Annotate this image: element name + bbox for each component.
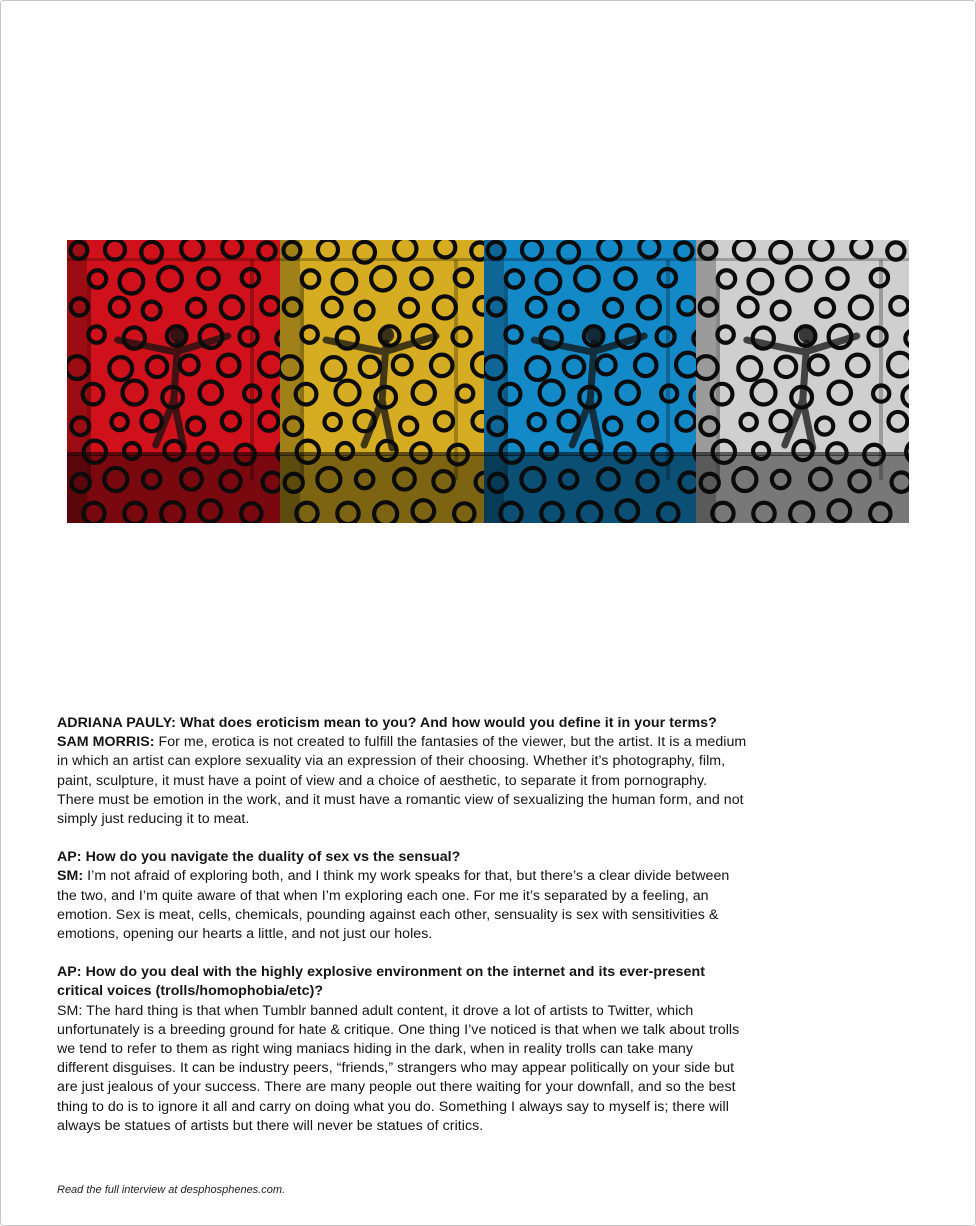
qa-block-2 [57, 848, 747, 944]
qa-block-1 [57, 714, 747, 829]
answer-speaker: SAM MORRIS: [57, 734, 155, 751]
photo-panel-grayscale [696, 240, 909, 523]
qa-block-3 [57, 963, 747, 1136]
question-speaker: ADRIANA PAULY: [57, 715, 176, 731]
question-text: What does eroticism mean to you? And how would you define it in your terms? [179, 715, 717, 731]
answer-text: I’m not afraid of exploring both, and I think my work speaks for that, but there’s a clear divide between the two, and I’m quite aware of that when I’m exploring each one. For me it’s separated by a feeling, an emotion. Sex is meat, cells, chemicals, pounding against each other, sensuality is sex with sensitivities & emotions, opening our hearts a little, and not just our holes. [57, 868, 730, 943]
interview-article [57, 714, 747, 1155]
photo-blue [484, 240, 696, 523]
photo-grayscale [696, 240, 909, 523]
answer-speaker: SM: [57, 868, 84, 885]
answer-text: For me, erotica is not created to fulfill the fantasies of the viewer, but the artist. It is a medium in which an artist can explore sexuality via an expression of their choosing. Whether it’s photography, film, paint, sculpture, it must have a point of view and a choice of aesthetic, to separate it from pornography. There must be emotion in the work, and it must have a romantic view of sexualizing the human form, and not simply just reducing it to meat. [57, 734, 747, 828]
photo-yellow [280, 240, 484, 523]
photo-strip [67, 240, 909, 523]
read-more-credit: Read the full interview at desphosphenes.com. [57, 1184, 286, 1196]
photo-panel-yellow [280, 240, 484, 523]
question-text: AP: How do you deal with the highly explosive environment on the internet and its ever-present critical voices (trolls/homophobia/etc)? [57, 964, 705, 1000]
photo-red [67, 240, 280, 523]
question-text: AP: How do you navigate the duality of sex vs the sensual? [57, 849, 461, 866]
answer-text: SM: The hard thing is that when Tumblr banned adult content, it drove a lot of artists to Twitter, which unfortunately is a breeding ground for hate & critique. One thing I’ve noticed is that when we talk about trolls we tend to refer to them as right wing maniacs hiding in the dark, when in reality trolls can take many different disguises. It can be industry peers, “friends,” strangers who may appear politically on your side but are just jealous of your success. There are many people out there waiting for your downfall, and so the best thing to do is to ignore it all and carry on doing what you do. Something I always say to myself is; there will always be statues of artists but there will never be statues of critics. [57, 1002, 740, 1134]
photo-panel-blue [484, 240, 696, 523]
photo-panel-red [67, 240, 280, 523]
